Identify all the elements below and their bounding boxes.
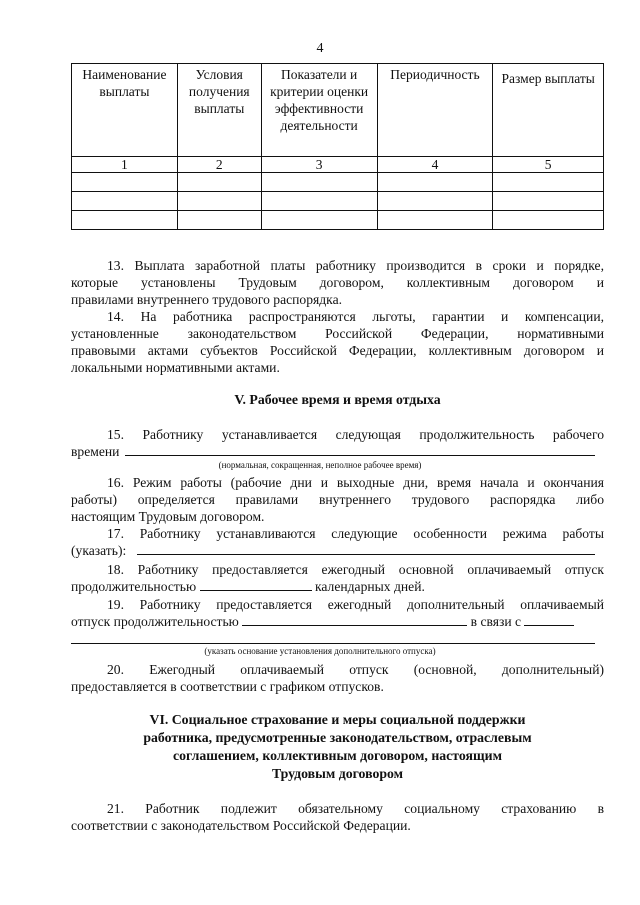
clause-19-reason-label: в связи с [470, 614, 522, 629]
clause-17-label: (указать): [71, 543, 127, 558]
col-number: 3 [261, 157, 377, 173]
clause-13-line-3: правилами внутреннего трудового распорядка. [71, 292, 342, 307]
table-header-row [72, 64, 604, 157]
working-time-blank-line [125, 455, 595, 456]
clause-15-line-2 [71, 443, 604, 460]
section-6-title-line-4: Трудовым договором [271, 766, 404, 781]
clause-19-line-1: 19. Работнику предоставляется ежегодный дополнительный оплачиваемый [107, 597, 604, 612]
header-periodicity: Периодичность [377, 64, 493, 157]
reason-blank-line [71, 643, 595, 644]
reason-blank [524, 613, 574, 626]
clause-15-line-1: 15. Работнику устанавливается следующая продолжительность рабочего [107, 427, 604, 442]
section-6-title-line-1: VI. Социальное страхование и меры социальной поддержки [149, 712, 526, 727]
payments-table [71, 63, 604, 230]
clause-18-suffix: календарных дней. [314, 579, 425, 594]
clause-13-line-1: 13. Выплата заработной платы работнику производится в сроки и порядке, [107, 258, 604, 273]
header-criteria: Показатели и критерии оценки эффективности деятельности [261, 64, 377, 157]
header-payment-name: Наименование выплаты [72, 64, 178, 157]
clause-15-hint: (нормальная, сокращенная, неполное рабочее время) [218, 460, 422, 470]
clause-21-line-2: соответствии с законодательством Российской Федерации. [71, 818, 411, 833]
clause-16-line-3: настоящим Трудовым договором. [71, 509, 265, 524]
clause-15-word: времени [71, 444, 120, 459]
clause-16-line-2: работы) определяется правилами внутреннего трудового распорядка либо [71, 492, 604, 507]
clause-19-label: отпуск продолжительностью [71, 614, 239, 629]
section-6-title-line-3: соглашением, коллективным договором, настоящим [173, 748, 502, 763]
table-row [72, 211, 604, 230]
clause-19-line-2 [71, 613, 604, 630]
section-5-title: V. Рабочее время и время отдыха [234, 392, 441, 407]
table-row [72, 192, 604, 211]
work-regime-blank-line [137, 554, 595, 555]
vacation-days-blank [200, 578, 312, 591]
clause-18-label: продолжительностью [71, 579, 197, 594]
col-number: 2 [177, 157, 261, 173]
clause-17-line-2 [71, 542, 604, 559]
additional-vacation-blank [242, 613, 467, 626]
header-amount: Размер выплаты [493, 64, 604, 157]
clause-21-line-1: 21. Работник подлежит обязательному социальному страхованию в [107, 801, 604, 816]
clause-14-line-2: установленные законодательством Российской Федерации, нормативными [71, 326, 604, 341]
clause-18-line-1: 18. Работнику предоставляется ежегодный основной оплачиваемый отпуск [107, 562, 604, 577]
col-number: 5 [493, 157, 604, 173]
col-number: 1 [72, 157, 178, 173]
section-6-title-line-2: работника, предусмотренные законодательством, отраслевым [143, 730, 532, 745]
header-conditions: Условия получения выплаты [177, 64, 261, 157]
table-row [72, 173, 604, 192]
clause-13-line-2: которые установлены Трудовым договором, коллективным договором и [71, 275, 604, 290]
clause-14-line-4: локальными нормативными актами. [71, 360, 280, 375]
clause-14-line-3: правовыми актами субъектов Российской Федерации, коллективным договором и [71, 343, 604, 358]
page-number: 4 [316, 41, 324, 56]
clause-17-line-1: 17. Работнику устанавливаются следующие особенности режима работы [107, 526, 604, 541]
clause-18-line-2 [71, 578, 604, 595]
clause-14-line-1: 14. На работника распространяются льготы, гарантии и компенсации, [107, 309, 604, 324]
clause-16-line-1: 16. Режим работы (рабочие дни и выходные дни, время начала и окончания [107, 475, 604, 490]
clause-19-hint: (указать основание установления дополнительного отпуска) [204, 646, 436, 656]
table-number-row [72, 157, 604, 173]
col-number: 4 [377, 157, 493, 173]
clause-20-line-2: предоставляется в соответствии с графиком отпусков. [71, 679, 384, 694]
clause-20-line-1: 20. Ежегодный оплачиваемый отпуск (основной, дополнительный) [107, 662, 604, 677]
